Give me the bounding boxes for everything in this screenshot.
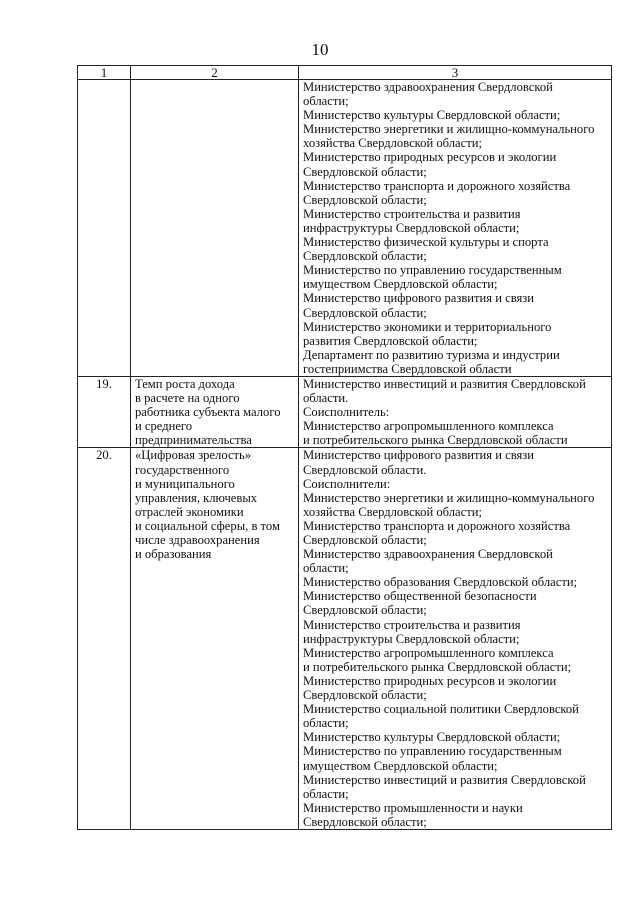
executor-line: Министерство природных ресурсов и экологии <box>303 673 557 688</box>
executor-line: инфраструктуры Свердловской области; <box>303 220 520 235</box>
executor-line: области; <box>303 786 349 801</box>
table-row <box>78 448 612 830</box>
executor-line: Министерство транспорта и дорожного хозяйства <box>303 518 571 533</box>
executor-line: Свердловской области; <box>303 603 427 618</box>
executor-line: Соисполнители: <box>303 476 391 491</box>
executor-line: Министерство промышленности и науки <box>303 800 523 815</box>
executor-line: Министерство агропромышленного комплекса <box>303 419 554 434</box>
table-row <box>78 376 612 447</box>
indicator-name-line: работника субъекта малого <box>135 405 281 420</box>
indicator-name-line: управления, ключевых <box>135 490 258 505</box>
executor-line: Министерство природных ресурсов и экологии <box>303 150 557 165</box>
executor-line: инфраструктуры Свердловской области; <box>303 631 520 646</box>
executor-line: хозяйства Свердловской области; <box>303 136 482 151</box>
executor-line: Свердловской области; <box>303 192 427 207</box>
column-header-number: 1 <box>78 66 131 80</box>
column-header-executors: 3 <box>299 66 612 80</box>
row-number <box>78 80 131 377</box>
executor-line: Свердловской области. <box>303 462 427 477</box>
executor-line: Соисполнитель: <box>303 405 390 420</box>
executor-line: Министерство цифрового развития и связи <box>303 448 534 463</box>
indicator-name-line: и образования <box>135 547 212 562</box>
column-header-indicator: 2 <box>131 66 299 80</box>
executor-line: имуществом Свердловской области; <box>303 758 498 773</box>
executor-line: Министерство по управлению государственным <box>303 263 562 278</box>
responsible-executors <box>299 448 612 830</box>
executor-line: Свердловской области; <box>303 249 427 264</box>
indicator-name <box>131 376 299 447</box>
indicator-name-line: государственного <box>135 462 230 477</box>
executor-line: и потребительского рынка Свердловской области; <box>303 659 572 674</box>
executor-line: Министерство по управлению государственным <box>303 744 562 759</box>
executor-line: Свердловской области; <box>303 164 427 179</box>
executor-line: Министерство инвестиций и развития Свердловской <box>303 772 586 787</box>
executor-line: области; <box>303 561 349 576</box>
indicator-name <box>131 80 299 377</box>
table-row <box>78 80 612 377</box>
executor-line: и потребительского рынка Свердловской области <box>303 433 568 448</box>
executor-line: развития Свердловской области; <box>303 333 478 348</box>
indicator-name-line: числе здравоохранения <box>135 533 260 547</box>
executor-line: хозяйства Свердловской области; <box>303 504 482 519</box>
table-header-row <box>78 66 612 80</box>
executor-line: Министерство инвестиций и развития Свердловской <box>303 376 586 391</box>
executor-line: Министерство строительства и развития <box>303 206 521 221</box>
executor-line: области; <box>303 716 349 731</box>
executor-line: Министерство социальной политики Свердловской <box>303 702 579 717</box>
executor-line: Свердловской области; <box>303 688 427 703</box>
executor-line: Министерство агропромышленного комплекса <box>303 645 554 660</box>
indicator-name-line: предпринимательства <box>135 433 252 448</box>
executor-line: Министерство энергетики и жилищно-коммунального <box>303 122 595 137</box>
indicator-name-line: Темп роста дохода <box>135 376 235 391</box>
executor-line: Министерство общественной безопасности <box>303 589 537 604</box>
executor-line: Министерство энергетики и жилищно-коммунального <box>303 490 595 505</box>
indicator-name-line: и муниципального <box>135 476 235 491</box>
executor-line: Министерство экономики и территориального <box>303 319 552 334</box>
indicator-name <box>131 448 299 830</box>
executor-line: имуществом Свердловской области; <box>303 277 498 292</box>
responsible-executors <box>299 80 612 377</box>
executor-line: гостеприимства Свердловской области <box>303 361 512 376</box>
executor-line: Министерство культуры Свердловской области; <box>303 108 561 123</box>
executor-line: Министерство физической культуры и спорта <box>303 235 549 250</box>
indicator-name-line: отраслей экономики <box>135 504 244 519</box>
executor-line: Министерство транспорта и дорожного хозяйства <box>303 178 571 193</box>
executor-line: Свердловской области; <box>303 533 427 547</box>
executor-line: Министерство строительства и развития <box>303 617 521 632</box>
executor-line: Департамент по развитию туризма и индустрии <box>303 347 560 362</box>
indicator-name-line: «Цифровая зрелость» <box>135 448 252 463</box>
row-number: 19. <box>78 376 131 447</box>
executor-line: области; <box>303 94 349 109</box>
indicator-name-line: и социальной сферы, в том <box>135 518 280 533</box>
executor-line: Министерство цифрового развития и связи <box>303 291 534 306</box>
page-number: 10 <box>311 40 329 59</box>
responsibility-table <box>77 65 612 830</box>
executor-line: Министерство здравоохранения Свердловской <box>303 80 553 94</box>
executor-line: Министерство культуры Свердловской области; <box>303 730 561 745</box>
executor-line: Министерство здравоохранения Свердловской <box>303 547 553 562</box>
executor-line: Свердловской области; <box>303 305 427 320</box>
executor-line: Министерство образования Свердловской области; <box>303 575 578 590</box>
executor-line: области. <box>303 391 349 406</box>
responsible-executors <box>299 376 612 447</box>
executor-line: Свердловской области; <box>303 814 427 829</box>
indicator-name-line: и среднего <box>135 419 193 434</box>
indicator-name-line: в расчете на одного <box>135 391 240 406</box>
row-number: 20. <box>78 448 131 830</box>
